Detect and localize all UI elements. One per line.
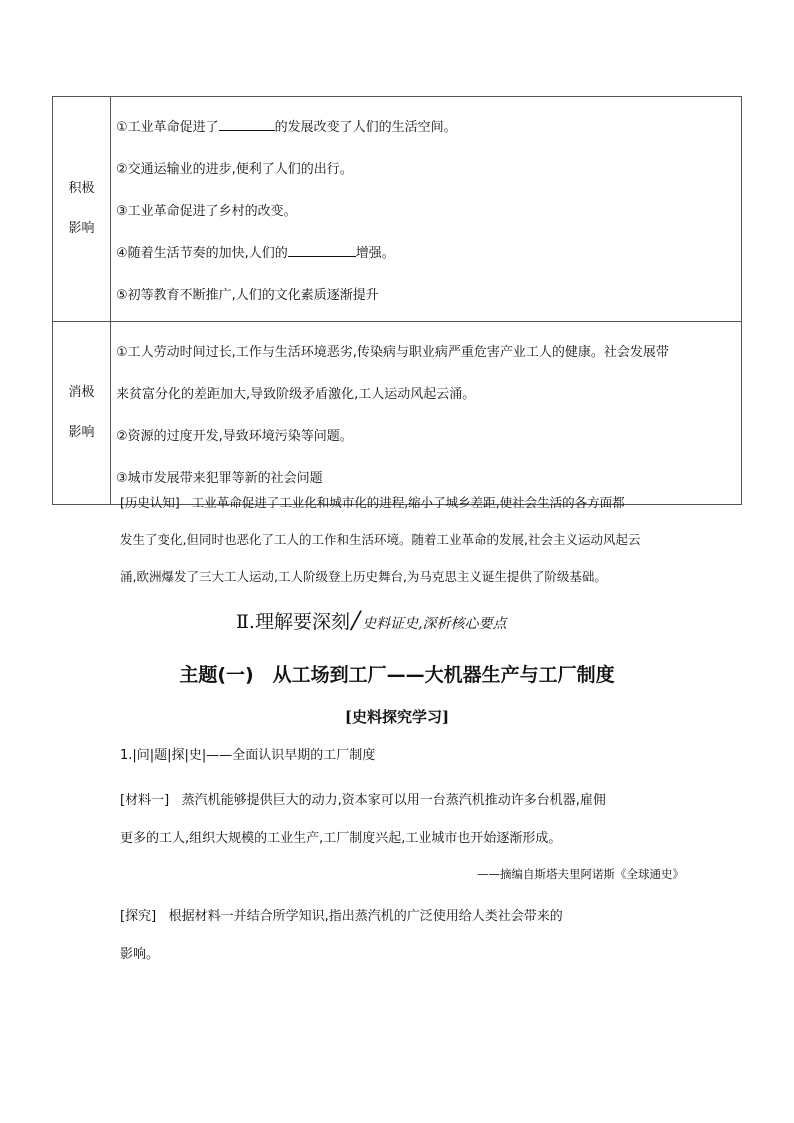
- negative-impact-label: [53, 322, 111, 505]
- question-line: 1.|问|题|探|史|——全面认识早期的工厂制度: [120, 748, 376, 763]
- positive-item-4-before: ④随着生活节奏的加快,人们的: [116, 246, 288, 261]
- section-title: 理解要深刻: [254, 611, 350, 633]
- negative-item-2: ②资源的过度开发,导致环境污染等问题。: [116, 429, 353, 444]
- material-tag: [材料一]: [120, 793, 170, 808]
- negative-item-3: ③城市发展带来犯罪等新的社会问题: [116, 471, 323, 486]
- positive-label-line2: 影响: [68, 221, 95, 236]
- material-line2: 更多的工人,组织大规模的工业生产,工厂制度兴起,工业城市也开始逐渐形成。: [120, 831, 562, 846]
- sub-heading: [史料探究学习]: [344, 708, 450, 726]
- negative-item-1: ①工人劳动时间过长,工作与生活环境恶劣,传染病与职业病严重危害产业工人的健康。社会发展带: [116, 345, 669, 360]
- section-subtitle: 史料证史,深析核心要点: [362, 616, 507, 632]
- positive-item-5: ⑤初等教育不断推广,人们的文化素质逐渐提升: [116, 288, 379, 303]
- section-heading: [236, 606, 507, 634]
- positive-item-1: [116, 107, 741, 149]
- history-note-line1: [120, 484, 700, 521]
- negative-label-line1: 消极: [68, 385, 95, 400]
- slash-divider: /: [349, 606, 364, 634]
- explore-question: [120, 898, 680, 974]
- topic-title: 主题(一) 从工场到工厂——大机器生产与工厂制度: [179, 664, 615, 686]
- explore-tag: [探究]: [120, 909, 157, 924]
- negative-impact-row: [53, 322, 742, 505]
- material-line1: [120, 782, 680, 820]
- history-note-line3: 涌,欧洲爆发了三大工人运动,工人阶级登上历史舞台,为马克思主义诞生提供了阶级基础。: [120, 569, 607, 584]
- material-one: [120, 782, 680, 858]
- positive-impact-label: [53, 97, 111, 322]
- material-text1: 蒸汽机能够提供巨大的动力,资本家可以用一台蒸汽机推动许多台机器,雇佣: [181, 793, 606, 808]
- history-note-text1: 工业革命促进了工业化和城市化的进程,缩小了城乡差距,使社会生活的各方面都: [191, 495, 625, 510]
- explore-text1: 根据材料一并结合所学知识,指出蒸汽机的广泛使用给人类社会带来的: [168, 909, 563, 924]
- explore-line1: [120, 898, 680, 936]
- material-source: ——摘编自斯塔夫里阿诺斯《全球通史》: [477, 867, 684, 881]
- positive-impact-content: [111, 97, 742, 322]
- positive-item-3: ③工业革命促进了乡村的改变。: [116, 204, 297, 219]
- explore-line2: 影响。: [120, 947, 160, 962]
- fill-blank[interactable]: [219, 116, 275, 131]
- history-note-tag: [历史认知]: [120, 495, 180, 510]
- positive-item-4-after: 增强。: [355, 246, 395, 261]
- history-note-line2: 发生了变化,但同时也恶化了工人的工作和生活环境。随着工业革命的发展,社会主义运动风起云: [120, 532, 641, 547]
- positive-item-2: ②交通运输业的进步,便利了人们的出行。: [116, 162, 353, 177]
- positive-impact-row: [53, 97, 742, 322]
- positive-item-4: [116, 233, 741, 275]
- fill-blank[interactable]: [288, 242, 356, 257]
- section-numeral: Ⅱ.: [236, 611, 255, 633]
- positive-item-1-before: ①工业革命促进了: [116, 120, 219, 135]
- impact-table: [52, 96, 742, 505]
- negative-impact-content: [111, 322, 742, 505]
- positive-item-1-after: 的发展改变了人们的生活空间。: [274, 120, 457, 135]
- negative-item-1-cont: 来贫富分化的差距加大,导致阶级矛盾激化,工人运动风起云涌。: [116, 387, 476, 402]
- positive-label-line1: 积极: [68, 181, 95, 196]
- negative-label-line2: 影响: [68, 425, 95, 440]
